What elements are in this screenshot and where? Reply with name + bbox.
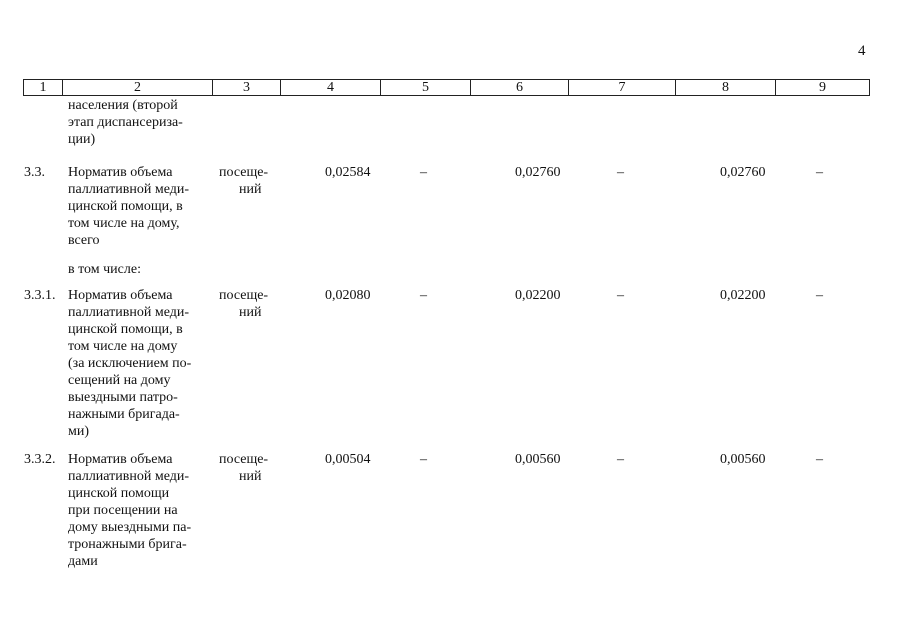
value-col-5: – [420,288,427,303]
header-col-9: 9 [776,80,870,96]
text-line: Норматив объема [68,288,173,303]
value-col-7: – [617,452,624,467]
value-col-8: 0,02760 [720,165,766,180]
value-col-8: 0,00560 [720,452,766,467]
subheading: в том числе: [68,262,141,277]
text-line: Норматив объема [68,452,173,467]
value-col-6: 0,02200 [515,288,561,303]
text-line: ний [239,182,262,197]
value-col-4: 0,02080 [325,288,371,303]
header-col-2: 2 [63,80,213,96]
text-line: посеще- [219,288,269,303]
header-col-5: 5 [381,80,471,96]
text-line: цинской помощи, в [68,199,183,214]
value-col-6: 0,00560 [515,452,561,467]
row-description [68,451,205,570]
text-line: дами [68,554,98,569]
row-unit [219,287,279,321]
header-col-7: 7 [569,80,676,96]
text-line: цинской помощи [68,486,170,501]
value-col-9: – [816,452,823,467]
text-line: сещений на дому [68,373,171,388]
text-line: цинской помощи, в [68,322,183,337]
column-number-header [23,79,870,96]
text-line: ции) [68,132,96,147]
header-col-6: 6 [471,80,569,96]
value-col-8: 0,02200 [720,288,766,303]
text-line: населения (второй [68,98,178,113]
row-description [68,164,205,249]
text-line: Норматив объема [68,165,173,180]
text-line: этап диспансериза- [68,115,183,130]
header-col-4: 4 [281,80,381,96]
row-description [68,287,205,440]
header-col-8: 8 [676,80,776,96]
value-col-9: – [816,165,823,180]
text-line: всего [68,233,100,248]
text-line: тронажными брига- [68,537,187,552]
value-col-6: 0,02760 [515,165,561,180]
row-unit [219,451,279,485]
text-line: при посещении на [68,503,178,518]
text-line: (за исключением по- [68,356,192,371]
text-line: выездными патро- [68,390,178,405]
value-col-7: – [617,165,624,180]
text-line: том числе на дому, [68,216,180,231]
text-line: посеще- [219,165,269,180]
text-line: том числе на дому [68,339,178,354]
text-line: паллиативной меди- [68,305,190,320]
value-col-4: 0,02584 [325,165,371,180]
text-line: паллиативной меди- [68,182,190,197]
header-col-3: 3 [213,80,281,96]
text-line: ми) [68,424,90,439]
row-number: 3.3.2. [24,452,56,467]
row-number: 3.3. [24,165,45,180]
value-col-7: – [617,288,624,303]
page-number: 4 [858,43,866,59]
value-col-9: – [816,288,823,303]
value-col-4: 0,00504 [325,452,371,467]
text-line: ний [239,469,262,484]
text-line: нажными бригада- [68,407,180,422]
text-line: паллиативной меди- [68,469,190,484]
value-col-5: – [420,165,427,180]
text-line: дому выездными па- [68,520,192,535]
row-unit [219,164,279,198]
text-line: ний [239,305,262,320]
value-col-5: – [420,452,427,467]
header-col-1: 1 [24,80,63,96]
row-number: 3.3.1. [24,288,56,303]
text-line: посеще- [219,452,269,467]
continuation-text [68,97,205,148]
